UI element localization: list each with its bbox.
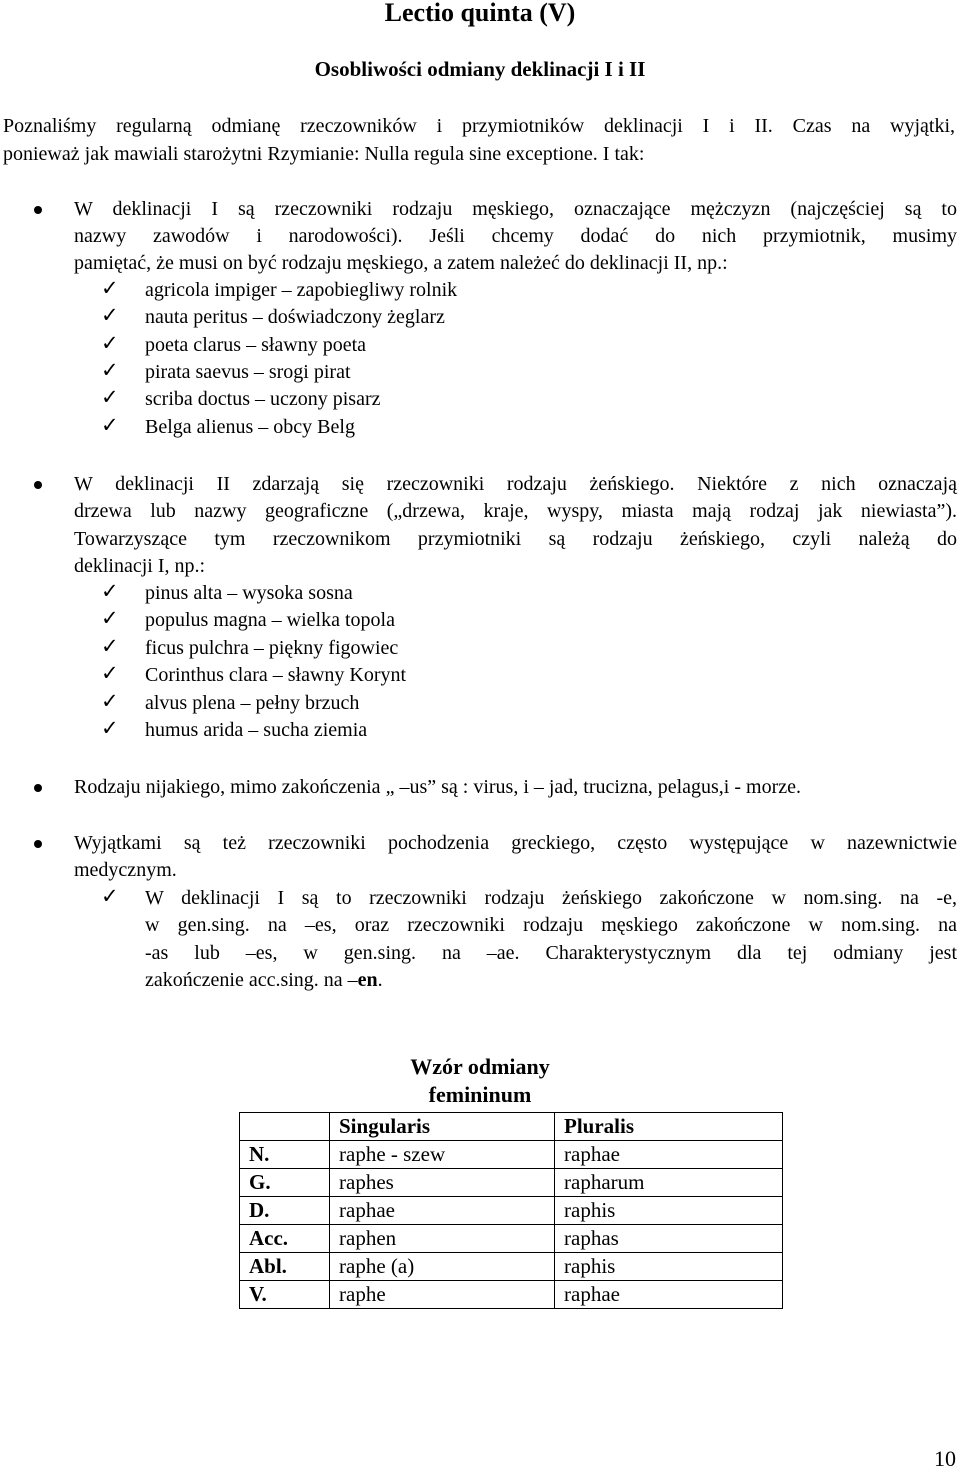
list-item: Corinthus clara – sławny Korynt [145,664,407,686]
checkmark-icon: ✓ [101,413,119,437]
section2-line-1: W deklinacji II zdarzają się rzeczowniki rodzaju żeńskiego. Niektóre z nich oznaczają [74,473,957,495]
section4-line-2: medycznym. [74,859,177,881]
list-item: Belga alienus – obcy Belg [145,416,355,438]
list-item: agricola impiger – zapobiegliwy rolnik [145,279,458,301]
singular-cell: raphes [330,1169,555,1197]
sub-line-4-text: zakończenie acc.sing. na – [145,969,358,991]
section2-line-4: deklinacji I, np.: [74,555,206,577]
plural-cell: rapharum [555,1169,783,1197]
bullet-icon [34,784,42,792]
list-item: populus magna – wielka topola [145,609,395,631]
intro-line-1: Poznaliśmy regularną odmianę rzeczowników i przymiotników deklinacji I i II. Czas na wyjątki, [3,115,955,137]
singular-cell: raphen [330,1225,555,1253]
table-heading-1: Wzór odmiany [410,1054,550,1079]
column-header-singularis: Singularis [330,1113,555,1141]
table-row [240,1169,783,1197]
singular-cell: raphe [330,1281,555,1309]
table-header-row [240,1113,783,1141]
sub-line-4-period: . [377,969,383,991]
list-item: nauta peritus – doświadczony żeglarz [145,306,445,328]
checkmark-icon: ✓ [101,689,119,713]
checkmark-icon: ✓ [101,303,119,327]
case-cell: Acc. [240,1225,330,1253]
table-row [240,1225,783,1253]
section4-sub-line-2: w gen.sing. na –es, oraz rzeczowniki rodzaju męskiego zakończone w nom.sing. na [145,914,957,936]
section2-line-2: drzewa lub nazwy geograficzne („drzewa, kraje, wyspy, miasta mają rodzaj jak niewiasta”). [74,500,957,522]
table-corner-cell [240,1113,330,1141]
section1-line-3: pamiętać, że musi on być rodzaju męskiego, a zatem należeć do deklinacji II, np.: [74,252,728,274]
checkmark-icon: ✓ [101,331,119,355]
list-item: alvus plena – pełny brzuch [145,692,360,714]
section2-line-3: Towarzyszące tym rzeczownikom przymiotniki są rodzaju żeńskiego, czyli należą do [74,528,957,550]
section4-sub-line-1: W deklinacji I są to rzeczowniki rodzaju żeńskiego zakończone w nom.sing. na -e, [145,887,957,909]
column-header-pluralis: Pluralis [555,1113,783,1141]
checkmark-icon: ✓ [101,634,119,658]
case-cell: G. [240,1169,330,1197]
list-item: ficus pulchra – piękny figowiec [145,637,399,659]
section1-line-2: nazwy zawodów i narodowości). Jeśli chcemy dodać do nich przymiotnik, musimy [74,225,957,247]
table-heading-2: femininum [428,1082,532,1107]
case-cell: Abl. [240,1253,330,1281]
plural-cell: raphis [555,1253,783,1281]
singular-cell: raphe - szew [330,1141,555,1169]
case-cell: D. [240,1197,330,1225]
section1-line-1: W deklinacji I są rzeczowniki rodzaju męskiego, oznaczające mężczyzn (najczęściej są to [74,198,957,220]
plural-cell: raphis [555,1197,783,1225]
table-row [240,1281,783,1309]
plural-cell: raphae [555,1281,783,1309]
bullet-icon [34,481,42,489]
plural-cell: raphas [555,1225,783,1253]
plural-cell: raphae [555,1141,783,1169]
singular-cell: raphae [330,1197,555,1225]
checkmark-icon: ✓ [101,661,119,685]
table-row [240,1253,783,1281]
list-item: scriba doctus – uczony pisarz [145,388,381,410]
list-item: pirata saevus – srogi pirat [145,361,351,383]
page-subtitle: Osobliwości odmiany deklinacji I i II [314,57,646,81]
checkmark-icon: ✓ [101,358,119,382]
section3-line-1: Rodzaju nijakiego, mimo zakończenia „ –us” są : virus, i – jad, trucizna, pelagus,i - morze. [74,776,801,798]
bullet-icon [34,840,42,848]
page-title: Lectio quinta (V) [384,0,576,27]
section4-line-1: Wyjątkami są też rzeczowniki pochodzenia greckiego, często występujące w nazewnictwie [74,832,957,854]
checkmark-icon: ✓ [101,579,119,603]
bullet-icon [34,206,42,214]
list-item: poeta clarus – sławny poeta [145,334,367,356]
list-item: humus arida – sucha ziemia [145,719,368,741]
section4-sub-line-3: -as lub –es, w gen.sing. na –ae. Charakterystycznym dla tej odmiany jest [145,942,957,964]
intro-line-2: ponieważ jak mawiali starożytni Rzymianie: Nulla regula sine exceptione. I tak: [3,143,645,165]
table-row [240,1197,783,1225]
ending-en: en [357,969,378,991]
section4-sub-line-4 [145,967,383,994]
checkmark-icon: ✓ [101,716,119,740]
checkmark-icon: ✓ [101,276,119,300]
singular-cell: raphe (a) [330,1253,555,1281]
table-row [240,1141,783,1169]
page-number: 10 [934,1446,956,1471]
list-item: pinus alta – wysoka sosna [145,582,353,604]
case-cell: V. [240,1281,330,1309]
checkmark-icon: ✓ [101,606,119,630]
case-cell: N. [240,1141,330,1169]
checkmark-icon: ✓ [101,884,119,908]
declension-table [239,1112,783,1309]
checkmark-icon: ✓ [101,385,119,409]
